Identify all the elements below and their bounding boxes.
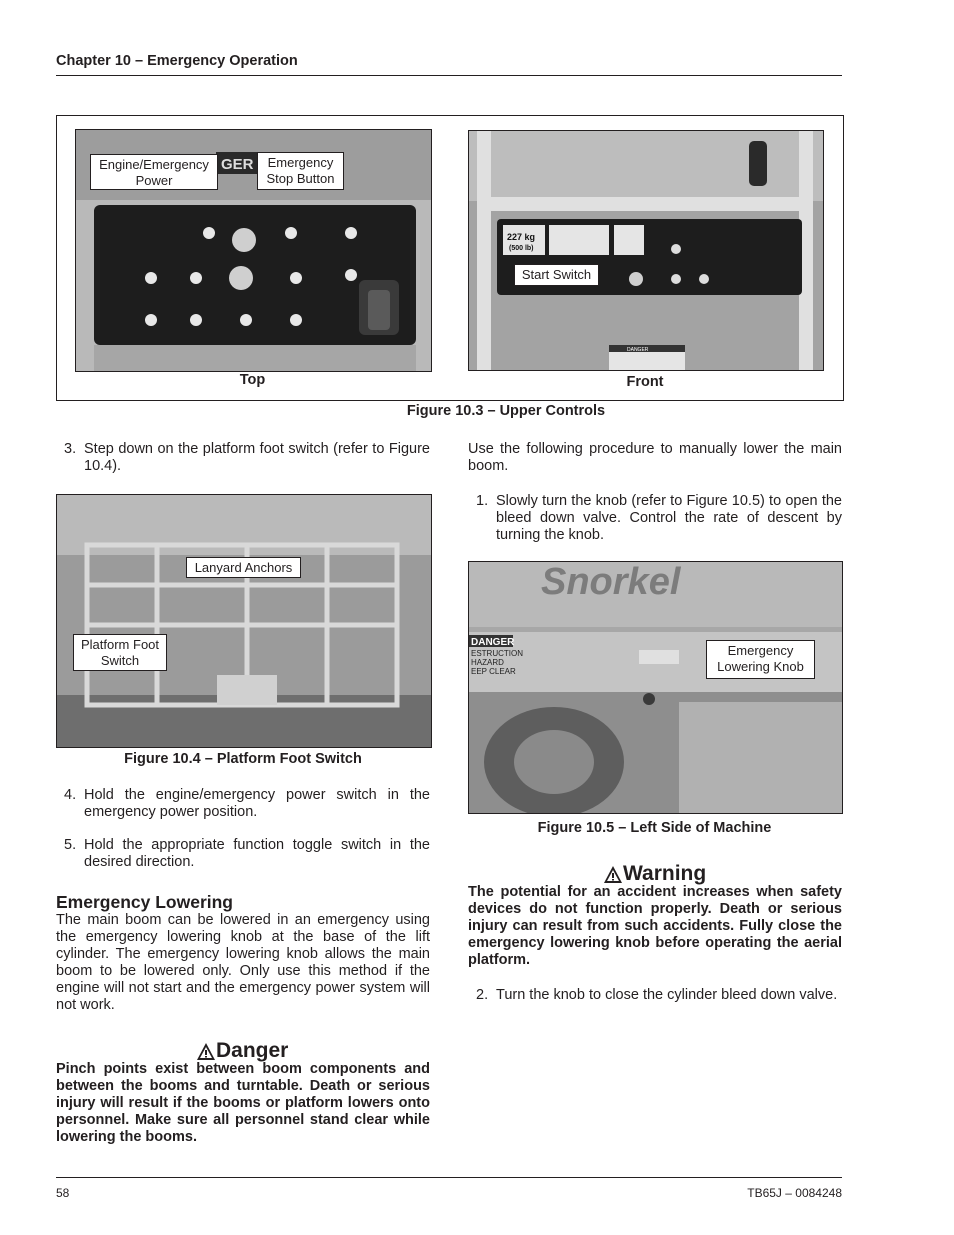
step-text: Slowly turn the knob (refer to Figure 10.5) to open the bleed down valve. Control the rate of descent by turning the knob. [496,493,842,543]
figure-10-5-caption: Figure 10.5 – Left Side of Machine [537,820,772,836]
machine-side-illustration [469,562,842,813]
left-step-5 [64,837,430,873]
step-number: 1. [476,493,489,509]
left-side-machine-photo [468,561,843,814]
hazard-line-3: EEP CLEAR [471,667,516,676]
step-number: 4. [64,787,77,803]
header-rule [56,75,842,76]
brand-partial-text: GER [221,156,254,173]
step-text: Turn the knob to close the cylinder bleed down valve. [496,987,838,1003]
callout-emergency-lowering-knob: Emergency Lowering Knob [706,640,815,679]
step-number: 2. [476,987,489,1003]
left-step-3 [64,441,430,477]
page-number: 58 [56,1186,70,1200]
warning-triangle-icon [196,1042,216,1061]
callout-platform-foot-switch: Platform Foot Switch [73,634,167,671]
danger-signal-word [196,1039,288,1063]
right-step-2 [476,987,842,1023]
front-controls-illustration [469,131,823,370]
danger-sticker-text: DANGER [627,347,649,353]
right-step-1 [476,493,842,547]
chapter-title: Chapter 10 – Emergency Operation [56,53,298,69]
danger-text: Pinch points exist between boom components and between the booms and turntable. Death or serious injury will result if the booms or platform lowers onto personnel. Make sure all personnel stand clear while lowering the booms. [56,1061,430,1145]
warning-title: Warning [623,862,707,885]
footer-rule [56,1177,842,1178]
front-photo-label: Front [626,374,664,390]
left-step-4 [64,787,430,823]
warning-signal-word [603,862,706,886]
step-number: 5. [64,837,77,853]
platform-illustration [57,495,431,747]
top-photo-label: Top [239,372,266,388]
callout-start-switch: Start Switch [514,264,599,286]
upper-controls-front-photo [468,130,824,371]
document-id: TB65J – 0084248 [747,1186,842,1200]
right-intro: Use the following procedure to manually lower the main boom. [468,441,842,474]
figure-10-3-caption: Figure 10.3 – Upper Controls [406,403,606,419]
callout-emergency-stop-button: Emergency Stop Button [257,152,344,190]
hazard-line-2: HAZARD [471,658,504,667]
danger-decal-text: DANGER [471,637,515,648]
step-number: 3. [64,441,77,457]
callout-engine-emergency-power: Engine/Emergency Power [90,154,218,190]
load-capacity-text: 227 kg [507,232,536,242]
step-text: Hold the engine/emergency power switch in the emergency power position. [84,787,430,820]
figure-10-4-caption: Figure 10.4 – Platform Foot Switch [124,751,362,767]
warning-text: The potential for an accident increases when safety devices do not function properly. Death or serious injury can result from such accidents. Fully close the emergency lowering knob before operating the aerial platform. [468,884,842,968]
danger-title: Danger [216,1039,289,1062]
emergency-lowering-text: The main boom can be lowered in an emergency using the emergency lowering knob at the base of the lift cylinder. The emergency lowering knob allows the main boom to be lowered only. Only use this method if the engine will not start and the emergency power system will not work. [56,912,430,1013]
hazard-line-1: ESTRUCTION [471,649,523,658]
load-capacity-lb-text: (500 lb) [509,245,534,252]
platform-foot-switch-photo [56,494,432,748]
snorkel-brand-text: Snorkel [541,562,681,603]
warning-triangle-icon [603,865,623,884]
callout-lanyard-anchors: Lanyard Anchors [186,557,301,578]
emergency-lowering-heading: Emergency Lowering [56,892,233,912]
step-text: Step down on the platform foot switch (refer to Figure 10.4). [84,441,430,474]
step-text: Hold the appropriate function toggle switch in the desired direction. [84,837,430,870]
